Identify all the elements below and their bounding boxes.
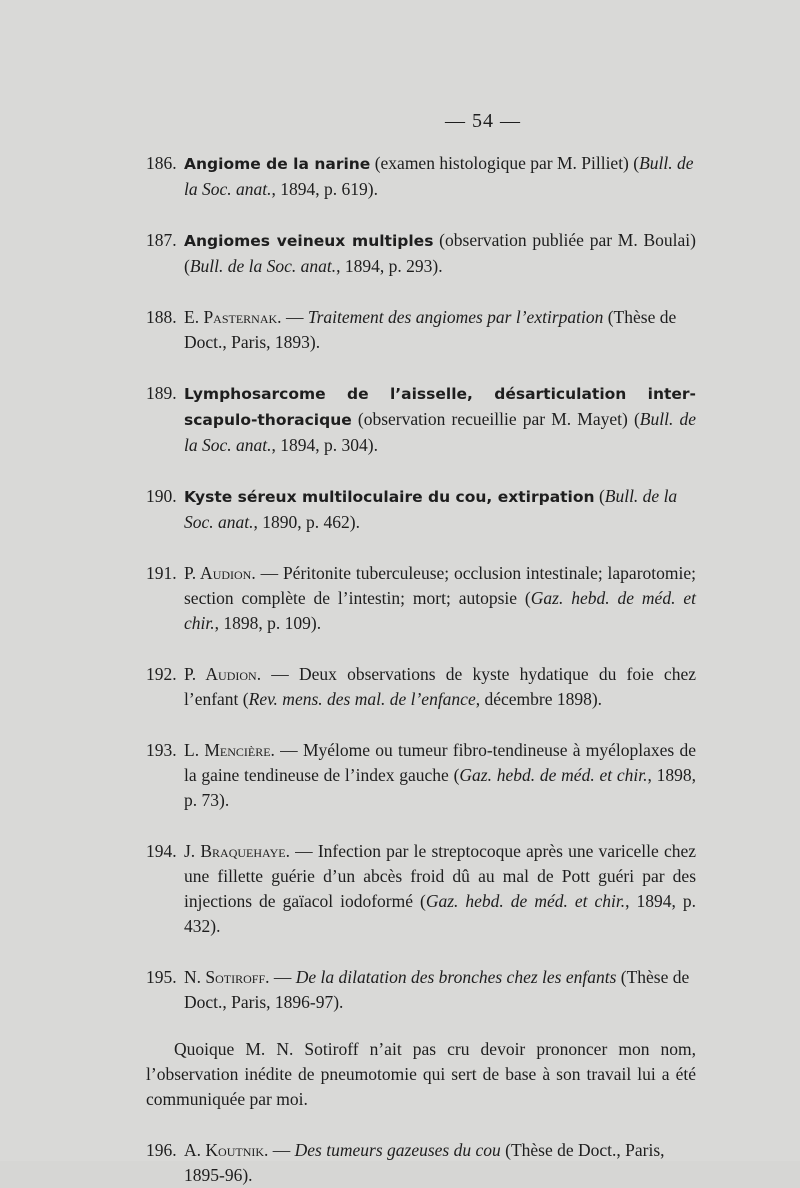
entry-author: L. Mencière.	[184, 740, 275, 760]
bibliography-entry-195	[146, 965, 696, 1015]
entry-text-end: , 1890, p. 462).	[253, 512, 360, 532]
entry-text-end: , décembre 1898).	[475, 689, 603, 709]
entry-title: Angiome de la narine	[184, 155, 371, 173]
entry-text-end: , 1894, p. 304).	[271, 435, 378, 455]
entry-title: De la dilatation des bronches chez les enfants	[295, 967, 617, 987]
entry-text: Myélome ou tumeur fibro-tendineuse à myéloplaxes de la gaine tendineuse de l’index gauche (	[184, 740, 697, 785]
entry-text: (Thèse de Doct., Paris, 1893).	[184, 307, 677, 352]
entry-text: (observation recueillie par M. Mayet) (	[351, 409, 640, 429]
entry-text-end: , 1898, p. 73).	[184, 765, 696, 810]
entry-number: 189.	[146, 383, 177, 403]
entry-text-end: , 1894, p. 293).	[336, 256, 443, 276]
entry-text: (	[594, 486, 605, 506]
entry-author: P. Audion.	[184, 664, 262, 684]
entry-text: (Thèse de Doct., Paris, 1896-97).	[184, 967, 690, 1012]
bibliography-entry-188	[146, 305, 696, 355]
entry-citation: Bull. de la Soc. anat.	[184, 409, 696, 455]
entry-dash: —	[269, 967, 296, 987]
bibliography-entry-189	[146, 381, 696, 458]
bibliography-entry-186	[146, 151, 696, 202]
entry-number: 193.	[146, 740, 177, 760]
entry-author: A. Koutnik.	[184, 1140, 269, 1160]
entry-title: Lymphosarcome de l’aisselle, désarticulation inter-scapulo-thoracique	[184, 385, 696, 429]
entry-text: (examen histologique par M. Pilliet) (	[370, 153, 640, 173]
entry-number: 196.	[146, 1140, 177, 1160]
entry-citation: Gaz. hebd. de méd. et chir.	[184, 588, 696, 633]
entry-dash: —	[268, 1140, 295, 1160]
entry-dash: —	[289, 841, 318, 861]
entry-number: 191.	[146, 563, 177, 583]
entry-text-end: , 1894, p. 432).	[184, 891, 697, 936]
entry-text: (Thèse de Doct., Paris, 1895-96).	[184, 1140, 665, 1185]
entry-citation: Gaz. hebd. de méd. et chir.	[459, 765, 648, 785]
entry-number: 186.	[146, 153, 177, 173]
entry-author: N. Sotiroff.	[184, 967, 270, 987]
bibliography-entry-187	[146, 228, 696, 279]
entry-author: E. Pasternak.	[184, 307, 282, 327]
bibliography-entry-190	[146, 484, 696, 535]
entry-text: Deux observations de kyste hydatique du foie chez l’enfant (	[184, 664, 696, 709]
bibliography-entry-196	[146, 1138, 696, 1188]
entry-number: 187.	[146, 230, 177, 250]
entry-number: 195.	[146, 967, 177, 987]
body-paragraph: Quoique M. N. Sotiroff n’ait pas cru devoir prononcer mon nom, l’observation inédite de pneumotomie qui sert de base à son travail lui a été communiquée par moi.	[146, 1039, 696, 1109]
page-number: — 54 —	[445, 110, 521, 132]
entry-title: Des tumeurs gazeuses du cou	[294, 1140, 501, 1160]
bibliography-entry-192	[146, 662, 696, 712]
entry-number: 192.	[146, 664, 177, 684]
entry-dash: —	[255, 563, 283, 583]
bibliography-entry-194	[146, 839, 696, 939]
entry-number: 194.	[146, 841, 177, 861]
entry-dash: —	[261, 664, 299, 684]
entry-text: (observation publiée par M. Boulai) (	[184, 230, 696, 276]
entry-citation: Bull. de la Soc. anat.	[184, 486, 678, 532]
entry-citation: Gaz. hebd. de méd. et chir.	[425, 891, 626, 911]
entry-text: Infection par le streptocoque après une varicelle chez une fillette guérie d’un abcès froid dû au mal de Pott guéri par des injections de gaïacol iodoformé (	[184, 841, 697, 911]
entry-citation: Bull. de la Soc. anat.	[184, 153, 694, 199]
entry-citation: Rev. mens. des mal. de l’enfance	[248, 689, 476, 709]
entry-citation: Bull. de la Soc. anat.	[189, 256, 337, 276]
entry-dash: —	[274, 740, 303, 760]
entry-author: J. Braquehaye.	[184, 841, 290, 861]
entry-title: Kyste séreux multiloculaire du cou, extirpation	[184, 488, 595, 506]
bibliography-entry-193	[146, 738, 696, 813]
entry-number: 188.	[146, 307, 177, 327]
entry-text-end: , 1898, p. 109).	[214, 613, 322, 633]
entry-dash: —	[281, 307, 308, 327]
bibliography-entry-191	[146, 561, 696, 636]
entry-title: Traitement des angiomes par l’extirpation	[307, 307, 604, 327]
entry-text: Péritonite tuberculeuse; occlusion intestinale; laparotomie; section complète de l’intestin; mort; autopsie (	[184, 563, 696, 608]
entry-number: 190.	[146, 486, 177, 506]
entry-title: Angiomes veineux multiples	[184, 232, 434, 250]
entry-author: P. Audion.	[184, 563, 256, 583]
entry-text-end: , 1894, p. 619).	[271, 179, 378, 199]
